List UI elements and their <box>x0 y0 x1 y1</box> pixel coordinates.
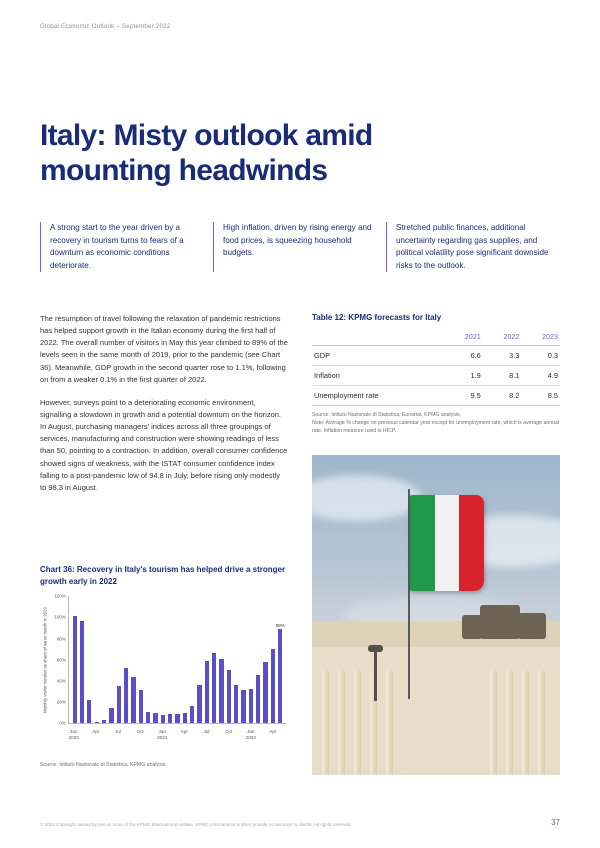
chart-bar <box>175 714 179 724</box>
table-row-label: Inflation <box>312 366 444 386</box>
table-col-2022: 2022 <box>483 329 522 346</box>
chart-bar <box>234 685 238 723</box>
pull-quote-3: Stretched public finances, additional uncertainty regarding gas supplies, and political volatility pose significant downside risks to the outlook. <box>386 222 559 272</box>
pull-quote-group <box>40 222 560 272</box>
chart-bar <box>80 621 84 724</box>
chart-bar-wrap <box>78 596 85 723</box>
chart-bar <box>146 712 150 724</box>
table-header-row <box>312 329 560 346</box>
chart-bar <box>168 714 172 724</box>
kpmg-forecast-table <box>312 329 560 406</box>
chart-bar <box>95 722 99 723</box>
chart-y-tick: 60% <box>56 657 66 663</box>
chart-bar-wrap <box>277 596 284 723</box>
table-cell: 4.9 <box>521 366 560 386</box>
chart-y-tick: 80% <box>56 636 66 642</box>
chart-bar-wrap <box>144 596 151 723</box>
table-col-label <box>312 329 444 346</box>
chart-bar-wrap <box>262 596 269 723</box>
table-source <box>312 412 560 435</box>
table-row-label: Unemployment rate <box>312 386 444 406</box>
chart-x-tick: Oct <box>225 729 233 735</box>
photo-column <box>322 671 329 775</box>
page-title: Italy: Misty outlook amid mounting headwinds <box>40 119 373 188</box>
chart-bar-wrap <box>159 596 166 723</box>
table-cell: 0.3 <box>521 346 560 366</box>
table-row <box>312 386 560 406</box>
chart-title: Chart 36: Recovery in Italy's tourism has helped drive a stronger growth early in 2022 <box>40 565 286 586</box>
chart-bar-wrap <box>181 596 188 723</box>
body-paragraph-2: However, surveys point to a deteriorating economic environment, signalling a slowdown in growth and a potential downturn on the horizon. In August, purchasing managers' indices across all three groupings of services, manufacturing and construction were showing readings of less than 50, pointing to a contraction. In addition, overall consumer confidence showed signs of weakness, with the ISTAT consumer confidence index falling to a post-pandemic low of 94.8 in July, before rising only modestly to 98.3 in August. <box>40 397 288 492</box>
table-block <box>312 313 560 435</box>
photo-statue <box>480 605 520 639</box>
photo-lamp-post <box>374 651 377 701</box>
chart-bar-wrap <box>189 596 196 723</box>
table-col-2021: 2021 <box>444 329 483 346</box>
flag-stripe-red <box>459 495 484 591</box>
chart-x-tick: Jul <box>115 729 121 735</box>
chart-bar <box>219 659 223 724</box>
table-row <box>312 366 560 386</box>
table-title: Table 12: KPMG forecasts for Italy <box>312 313 442 322</box>
photo-column <box>538 671 545 775</box>
chart-bar-wrap <box>255 596 262 723</box>
table-cell: 3.3 <box>483 346 522 366</box>
chart-bar <box>183 713 187 724</box>
chart-bar <box>124 668 128 723</box>
page-number: 37 <box>551 818 560 827</box>
chart-bar-wrap <box>152 596 159 723</box>
chart-x-tick: Apr <box>92 729 100 735</box>
chart-bar-wrap <box>247 596 254 723</box>
pull-quote-2: High inflation, driven by rising energy and food prices, is squeezing household budgets. <box>213 222 386 272</box>
chart-area <box>40 593 292 751</box>
photo-column <box>354 671 361 775</box>
chart-bar-wrap <box>71 596 78 723</box>
running-head: Global Economic Outlook – September 2022 <box>40 23 171 30</box>
chart-bar <box>131 677 135 724</box>
photo-column <box>338 671 345 775</box>
chart-bar <box>197 685 201 723</box>
chart-y-tick: 0% <box>59 720 66 726</box>
chart-x-tick: Jul <box>203 729 210 735</box>
chart-bar-wrap <box>203 596 210 723</box>
chart-bar-wrap <box>233 596 240 723</box>
chart-source: Source: Istituto Nazionale di Statistica, KPMG analysis. <box>40 762 167 768</box>
chart-bar-wrap <box>174 596 181 723</box>
chart-y-axis-label: Monthly visitor number as share of same month in 2019 <box>42 607 48 714</box>
chart-bar <box>256 675 260 724</box>
body-paragraph-1: The resumption of travel following the relaxation of pandemic restrictions has helped support growth in the Italian economy during the first half of 2022. The overall number of visitors in May this year climbed to 89% of the levels seen in the same month of 2019, prior to the pandemic (see Chart 36). Meanwhile, GDP growth in the second quarter rose to 1.1%, following on from a weaker 0.1% in the first quarter of 2022. <box>40 314 288 384</box>
chart-bars <box>69 596 286 723</box>
chart-bar <box>263 662 267 723</box>
photo-italian-flag <box>410 495 484 591</box>
chart-bar-wrap <box>269 596 276 723</box>
table-cell: 1.9 <box>444 366 483 386</box>
chart-bar <box>109 708 113 723</box>
chart-x-tick: Jan 2020 <box>68 729 79 740</box>
table-cell: 8.5 <box>521 386 560 406</box>
photo-statue <box>518 613 546 639</box>
chart-bar <box>190 706 194 723</box>
chart-bar-wrap <box>240 596 247 723</box>
table-source-line: Source: Istituto Nazionale di Statistica, Eurostat, KPMG analysis. <box>312 412 462 418</box>
table-row-label: GDP <box>312 346 444 366</box>
footer-copyright: © 2022 Copyright owned by one or more of the KPMG International entities. KPMG International entities provide no services to clients. All rights reserved. <box>40 822 352 827</box>
photo-statue <box>462 615 482 639</box>
chart-x-tick: Jan 2022 <box>245 729 256 740</box>
chart-data-label: 89% <box>275 623 285 628</box>
table-cell: 8.2 <box>483 386 522 406</box>
chart-bar-wrap <box>137 596 144 723</box>
table-cell: 8.1 <box>483 366 522 386</box>
flag-stripe-white <box>435 495 460 591</box>
chart-x-tick: Apr <box>180 729 188 735</box>
chart-bar-wrap <box>211 596 218 723</box>
photo-column <box>522 671 529 775</box>
chart-plot <box>54 593 286 726</box>
chart-x-tick: Apr <box>269 729 277 735</box>
chart-bar-wrap <box>100 596 107 723</box>
chart-bar-wrap <box>86 596 93 723</box>
chart-bar-wrap <box>196 596 203 723</box>
table-cell: 9.5 <box>444 386 483 406</box>
table-note-line: Note: Average % change on previous calendar year except for unemployment rate, which is average annual rate. Inflation measure used is HICP. <box>312 419 560 434</box>
chart-bar-wrap <box>108 596 115 723</box>
chart-bar <box>161 715 165 723</box>
chart-bar <box>249 689 253 723</box>
chart-bar <box>117 686 121 723</box>
photo-italy-flag-monument <box>312 455 560 775</box>
photo-column <box>490 671 497 775</box>
photo-column <box>506 671 513 775</box>
chart-x-tick: Oct <box>136 729 144 735</box>
chart-bar-wrap <box>166 596 173 723</box>
chart-bar <box>278 629 282 723</box>
photo-column <box>386 671 393 775</box>
chart-y-tick: 40% <box>56 678 66 684</box>
chart-bar-wrap <box>130 596 137 723</box>
chart-bar <box>212 653 216 723</box>
flag-stripe-green <box>410 495 435 591</box>
chart-block <box>40 564 292 751</box>
table-cell: 6.6 <box>444 346 483 366</box>
table-col-2023: 2023 <box>521 329 560 346</box>
chart-bar <box>102 720 106 723</box>
chart-bar <box>153 713 157 724</box>
table-row <box>312 346 560 366</box>
photo-lamp-head <box>368 645 383 652</box>
chart-y-tick: 100% <box>54 614 66 620</box>
chart-y-tick: 120% <box>54 593 66 599</box>
chart-bar <box>241 690 245 723</box>
chart-bar <box>87 700 91 723</box>
chart-bar-wrap <box>225 596 232 723</box>
chart-bar-wrap <box>115 596 122 723</box>
chart-bar <box>139 690 143 723</box>
pull-quote-1: A strong start to the year driven by a recovery in tourism turns to fears of a downturn as economic conditions deteriorate. <box>40 222 213 272</box>
chart-bar-wrap <box>93 596 100 723</box>
chart-x-tick: Jan 2021 <box>157 729 168 740</box>
body-text-column <box>40 313 288 505</box>
chart-bar <box>73 616 77 723</box>
chart-y-tick: 20% <box>56 699 66 705</box>
chart-bar <box>227 670 231 723</box>
chart-bar-wrap <box>218 596 225 723</box>
chart-bar <box>271 649 275 723</box>
chart-x-axis-ticks <box>68 726 286 748</box>
chart-bar-wrap <box>122 596 129 723</box>
chart-bar <box>205 661 209 723</box>
